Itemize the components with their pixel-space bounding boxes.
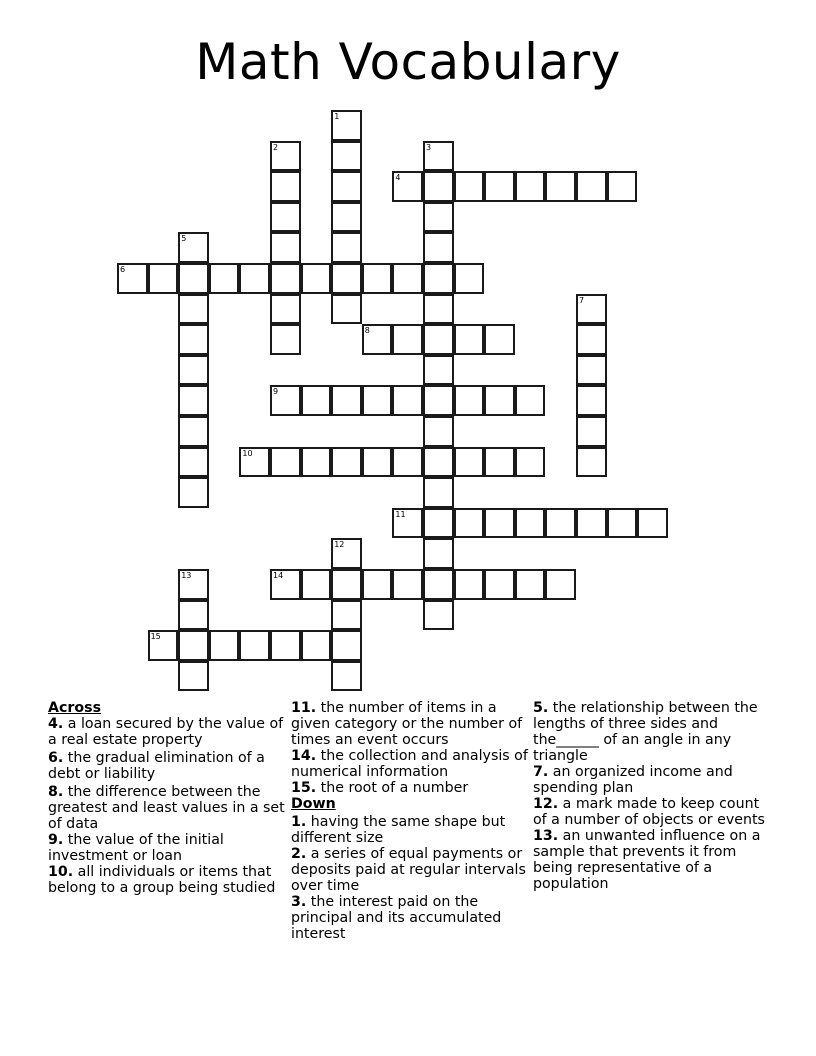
- grid-cell[interactable]: [178, 630, 209, 661]
- grid-cell[interactable]: [270, 171, 301, 202]
- clue-text: an organized income and spending plan: [533, 764, 733, 796]
- grid-cell[interactable]: [576, 355, 607, 386]
- grid-cell[interactable]: [331, 630, 362, 661]
- cell-number: 14: [273, 571, 284, 580]
- cell-number: 9: [273, 387, 279, 397]
- grid-cell[interactable]: [545, 508, 576, 539]
- grid-cell[interactable]: [454, 263, 485, 294]
- grid-cell[interactable]: [239, 263, 270, 294]
- crossword-grid: [117, 110, 677, 700]
- grid-cell[interactable]: [545, 171, 576, 202]
- clue-across-8: [48, 784, 286, 832]
- clue-down-7: [533, 764, 773, 796]
- grid-cell[interactable]: [515, 569, 546, 600]
- grid-cell[interactable]: [331, 294, 362, 325]
- clue-number: 1.: [291, 814, 307, 830]
- grid-cell[interactable]: [484, 447, 515, 478]
- clue-number: 2.: [291, 846, 307, 862]
- grid-cell[interactable]: [301, 385, 332, 416]
- grid-cell[interactable]: [484, 171, 515, 202]
- grid-cell[interactable]: [331, 202, 362, 233]
- grid-cell[interactable]: [484, 385, 515, 416]
- grid-cell[interactable]: [178, 661, 209, 692]
- clue-number: 8.: [48, 784, 64, 800]
- clue-number: 9.: [48, 832, 64, 848]
- clue-number: 11.: [291, 700, 317, 716]
- grid-cell[interactable]: [576, 416, 607, 447]
- clue-across-11: [291, 700, 529, 748]
- clue-number: 10.: [48, 864, 74, 880]
- grid-cell[interactable]: [515, 447, 546, 478]
- grid-cell[interactable]: [423, 294, 454, 325]
- grid-cell[interactable]: [392, 447, 423, 478]
- clue-down-13: [533, 828, 773, 892]
- clue-number: 3.: [291, 894, 307, 910]
- grid-cell[interactable]: [270, 294, 301, 325]
- grid-cell[interactable]: [454, 324, 485, 355]
- grid-cell[interactable]: [301, 447, 332, 478]
- grid-cell[interactable]: [484, 569, 515, 600]
- grid-cell[interactable]: [423, 538, 454, 569]
- grid-cell[interactable]: [423, 232, 454, 263]
- grid-cell[interactable]: [454, 569, 485, 600]
- grid-cell[interactable]: [454, 385, 485, 416]
- grid-cell[interactable]: [148, 630, 179, 661]
- grid-cell[interactable]: [392, 569, 423, 600]
- clues-column-3: [533, 700, 773, 892]
- across-heading: Across: [48, 700, 102, 716]
- grid-cell[interactable]: [392, 263, 423, 294]
- grid-cell[interactable]: [576, 385, 607, 416]
- grid-cell[interactable]: [301, 630, 332, 661]
- grid-cell[interactable]: [270, 141, 301, 172]
- grid-cell[interactable]: [423, 355, 454, 386]
- cell-number: 12: [334, 540, 345, 550]
- grid-cell[interactable]: [270, 447, 301, 478]
- clue-text: the gradual elimination of a debt or liability: [48, 750, 265, 782]
- clue-number: 6.: [48, 750, 64, 766]
- grid-cell[interactable]: [270, 202, 301, 233]
- clue-text: a series of equal payments or deposits paid at regular intervals over time: [291, 846, 526, 894]
- grid-cell[interactable]: [362, 263, 393, 294]
- cell-number: 7: [579, 295, 585, 305]
- cell-number: 3: [426, 142, 432, 152]
- grid-cell[interactable]: [178, 477, 209, 508]
- grid-cell[interactable]: [178, 355, 209, 386]
- grid-cell[interactable]: [117, 263, 148, 294]
- clue-across-14: [291, 748, 529, 780]
- grid-cell[interactable]: [270, 630, 301, 661]
- grid-cell[interactable]: [362, 324, 393, 355]
- clue-down-3: [291, 894, 529, 942]
- grid-cell[interactable]: [454, 171, 485, 202]
- grid-cell[interactable]: [331, 447, 362, 478]
- grid-cell[interactable]: [270, 263, 301, 294]
- page-title: Math Vocabulary: [195, 33, 621, 91]
- clue-number: 5.: [533, 700, 549, 716]
- grid-cell[interactable]: [178, 263, 209, 294]
- grid-cell[interactable]: [576, 171, 607, 202]
- grid-cell[interactable]: [515, 385, 546, 416]
- cell-number: 6: [120, 265, 126, 274]
- grid-cell[interactable]: [423, 600, 454, 631]
- clue-down-1: [291, 814, 529, 846]
- clue-text: the difference between the greatest and least values in a set of data: [48, 784, 285, 832]
- grid-cell[interactable]: [270, 385, 301, 416]
- cell-number: 13: [181, 571, 192, 580]
- grid-cell[interactable]: [331, 141, 362, 172]
- clue-text: a loan secured by the value of a real estate property: [48, 716, 284, 748]
- grid-cell[interactable]: [454, 447, 485, 478]
- grid-cell[interactable]: [331, 385, 362, 416]
- grid-cell[interactable]: [270, 232, 301, 263]
- grid-cell[interactable]: [576, 324, 607, 355]
- grid-cell[interactable]: [178, 416, 209, 447]
- cell-number: 8: [364, 326, 370, 336]
- clue-text: an unwanted influence on a sample that prevents it from being representative of a population: [533, 828, 761, 892]
- clue-number: 14.: [291, 748, 317, 764]
- grid-cell[interactable]: [178, 324, 209, 355]
- grid-cell[interactable]: [331, 110, 362, 141]
- clue-number: 4.: [48, 716, 64, 732]
- grid-cell[interactable]: [423, 324, 454, 355]
- clue-across-9: [48, 832, 286, 864]
- grid-cell[interactable]: [576, 447, 607, 478]
- clue-text: the collection and analysis of numerical information: [291, 748, 528, 780]
- clue-text: the relationship between the lengths of three sides and the______ of an angle in any triangle: [533, 700, 758, 764]
- grid-cell[interactable]: [331, 232, 362, 263]
- clue-text: the value of the initial investment or loan: [48, 832, 224, 864]
- clue-text: the root of a number: [316, 780, 469, 796]
- grid-cell[interactable]: [423, 171, 454, 202]
- clue-across-10: [48, 864, 286, 896]
- down-heading: Down: [291, 796, 336, 812]
- clues-column-1: [48, 700, 286, 896]
- grid-cell[interactable]: [423, 447, 454, 478]
- grid-cell[interactable]: [178, 294, 209, 325]
- clue-number: 7.: [533, 764, 549, 780]
- grid-cell[interactable]: [607, 171, 638, 202]
- grid-cell[interactable]: [209, 630, 240, 661]
- grid-cell[interactable]: [484, 324, 515, 355]
- grid-cell[interactable]: [454, 508, 485, 539]
- grid-cell[interactable]: [484, 508, 515, 539]
- grid-cell[interactable]: [331, 661, 362, 692]
- grid-cell[interactable]: [545, 569, 576, 600]
- clue-across-6: [48, 750, 286, 782]
- grid-cell[interactable]: [301, 569, 332, 600]
- grid-cell[interactable]: [362, 385, 393, 416]
- grid-cell[interactable]: [270, 324, 301, 355]
- clue-number: 13.: [533, 828, 559, 844]
- clue-number: 15.: [291, 780, 317, 796]
- clues-column-2: [291, 700, 529, 942]
- grid-cell[interactable]: [178, 569, 209, 600]
- clue-down-12: [533, 796, 773, 828]
- grid-cell[interactable]: [515, 171, 546, 202]
- cell-number: 10: [242, 448, 253, 458]
- grid-cell[interactable]: [178, 447, 209, 478]
- grid-cell[interactable]: [423, 385, 454, 416]
- grid-cell[interactable]: [392, 385, 423, 416]
- grid-cell[interactable]: [423, 416, 454, 447]
- cell-number: 5: [181, 234, 187, 244]
- grid-cell[interactable]: [392, 171, 423, 202]
- grid-cell[interactable]: [239, 447, 270, 478]
- clue-text: having the same shape but different size: [291, 814, 506, 846]
- grid-cell[interactable]: [392, 324, 423, 355]
- grid-cell[interactable]: [576, 294, 607, 325]
- cell-number: 15: [150, 632, 161, 642]
- grid-cell[interactable]: [515, 508, 546, 539]
- grid-cell[interactable]: [423, 508, 454, 539]
- grid-cell[interactable]: [607, 508, 638, 539]
- grid-cell[interactable]: [178, 600, 209, 631]
- clue-across-4: [48, 716, 286, 748]
- cell-number: 2: [273, 142, 279, 152]
- grid-cell[interactable]: [148, 263, 179, 294]
- grid-cell[interactable]: [576, 508, 607, 539]
- grid-cell[interactable]: [362, 447, 393, 478]
- grid-cell[interactable]: [178, 385, 209, 416]
- clue-text: a mark made to keep count of a number of objects or events: [533, 796, 765, 828]
- grid-cell[interactable]: [209, 263, 240, 294]
- clue-text: all individuals or items that belong to a group being studied: [48, 864, 276, 896]
- grid-cell[interactable]: [270, 569, 301, 600]
- grid-cell[interactable]: [637, 508, 668, 539]
- clue-text: the number of items in a given category or the number of times an event occurs: [291, 700, 523, 748]
- grid-cell[interactable]: [331, 569, 362, 600]
- grid-cell[interactable]: [331, 538, 362, 569]
- clue-number: 12.: [533, 796, 559, 812]
- grid-cell[interactable]: [331, 263, 362, 294]
- grid-cell[interactable]: [423, 141, 454, 172]
- grid-cell[interactable]: [178, 232, 209, 263]
- grid-cell[interactable]: [423, 477, 454, 508]
- grid-cell[interactable]: [331, 600, 362, 631]
- grid-cell[interactable]: [423, 569, 454, 600]
- clue-across-15: [291, 780, 529, 796]
- grid-cell[interactable]: [331, 171, 362, 202]
- clue-down-5: [533, 700, 773, 764]
- grid-cell[interactable]: [423, 202, 454, 233]
- grid-cell[interactable]: [362, 569, 393, 600]
- grid-cell[interactable]: [239, 630, 270, 661]
- cell-number: 4: [395, 173, 401, 183]
- grid-cell[interactable]: [392, 508, 423, 539]
- cell-number: 1: [334, 112, 340, 121]
- grid-cell[interactable]: [423, 263, 454, 294]
- clue-text: the interest paid on the principal and its accumulated interest: [291, 894, 502, 942]
- grid-cell[interactable]: [301, 263, 332, 294]
- clue-down-2: [291, 846, 529, 894]
- cell-number: 11: [395, 509, 406, 519]
